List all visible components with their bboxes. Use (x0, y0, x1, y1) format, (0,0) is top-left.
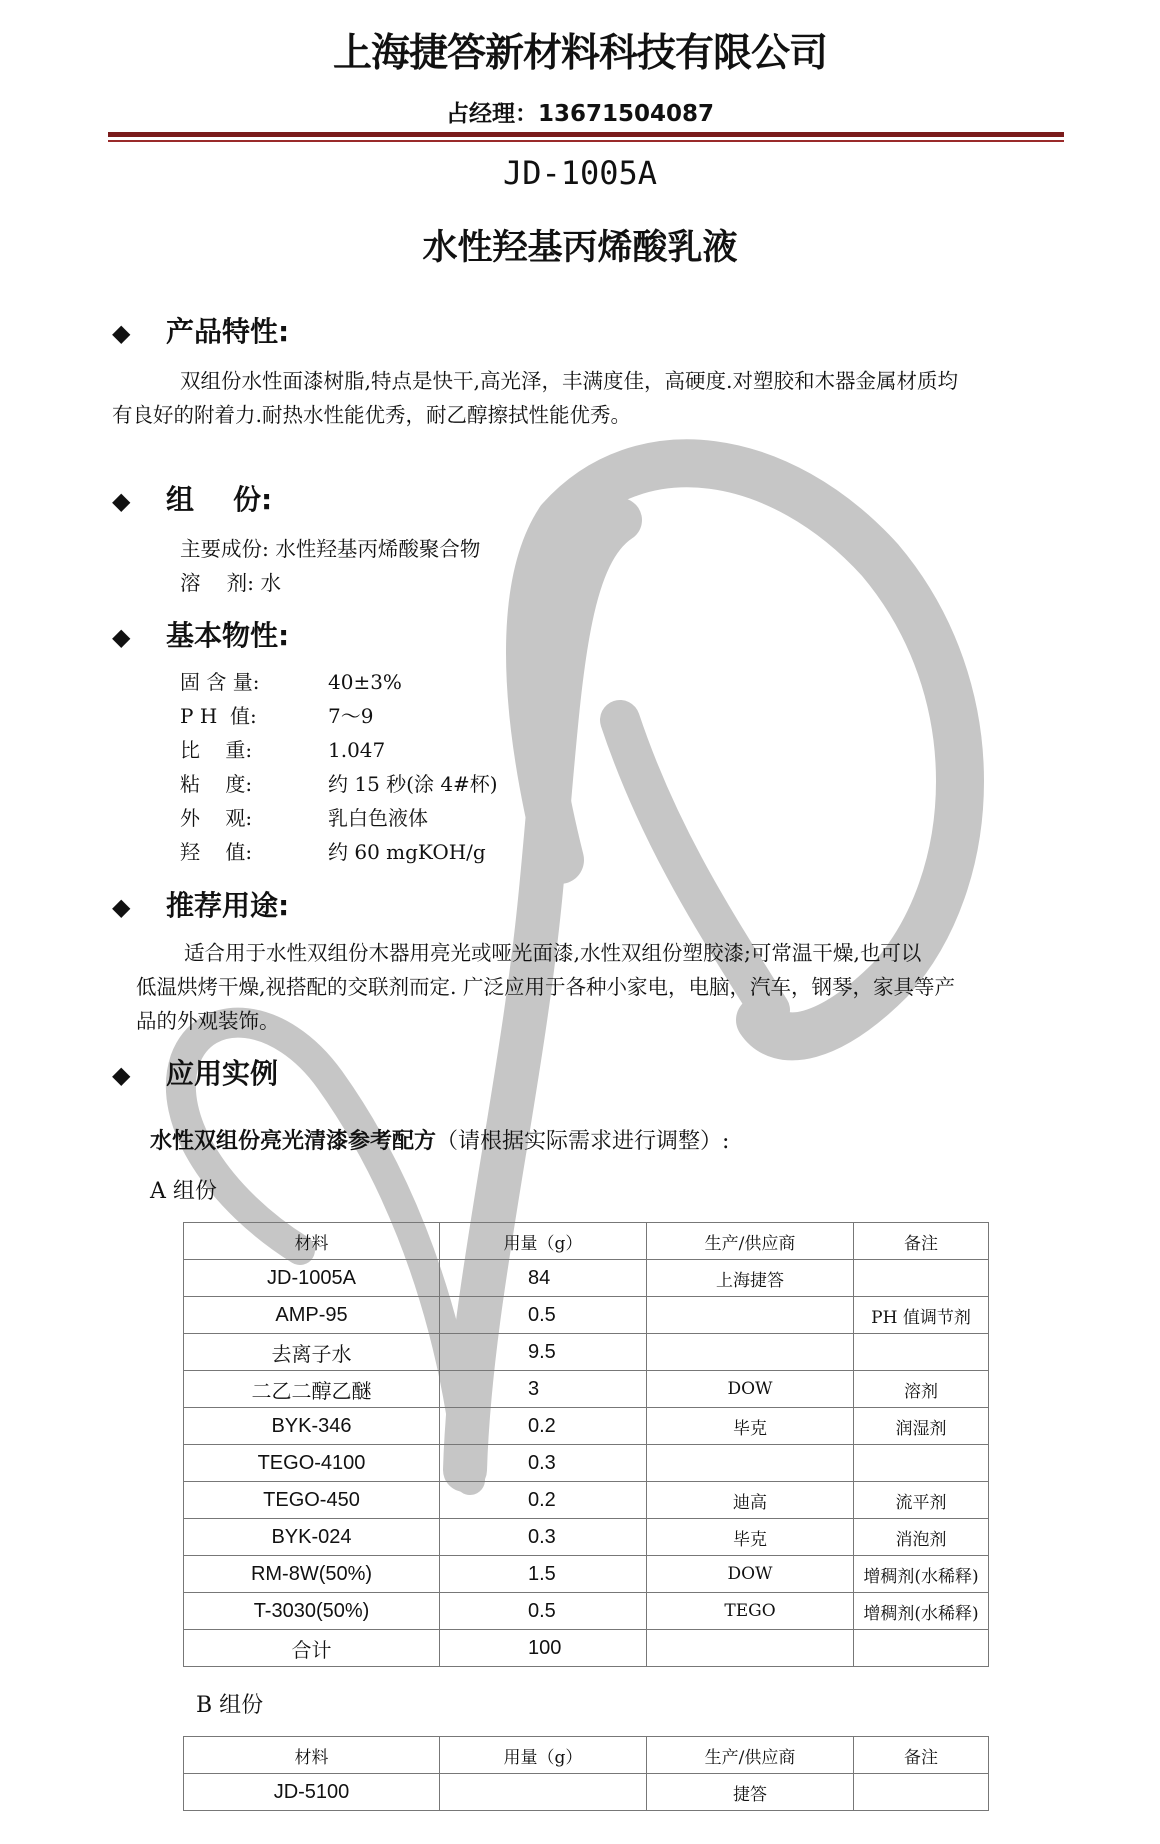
composition-line-1: 主要成份: 水性羟基丙烯酸聚合物 (180, 537, 481, 561)
supplier-cell: 毕克 (647, 1519, 854, 1556)
diamond-bullet-icon: ◆ (112, 1061, 131, 1089)
note-cell: 增稠剂(水稀释) (854, 1556, 989, 1593)
material-cell: JD-1005A (184, 1260, 440, 1297)
section-title: 应用实例 (166, 1057, 279, 1090)
part-a-table (183, 1222, 989, 1667)
formula-title-main: 水性双组份亮光清漆参考配方 (150, 1129, 437, 1154)
table-row (184, 1408, 989, 1445)
property-label: 固 含 量: (180, 670, 260, 694)
formula-title (150, 1124, 729, 1155)
table-row (184, 1297, 989, 1334)
section-title: 组 份: (166, 483, 273, 516)
diamond-bullet-icon: ◆ (112, 319, 131, 347)
property-label: 粘 度: (180, 772, 253, 796)
formula-title-note: （请根据实际需求进行调整）: (436, 1129, 730, 1154)
section-properties-heading (112, 614, 289, 654)
amount-cell: 0.5 (440, 1593, 647, 1630)
supplier-cell (647, 1297, 854, 1334)
property-row (180, 701, 373, 731)
header-cell: 生产/供应商 (647, 1737, 854, 1774)
material-cell: AMP-95 (184, 1297, 440, 1334)
amount-cell: 0.5 (440, 1297, 647, 1334)
note-cell (854, 1260, 989, 1297)
amount-cell: 0.2 (440, 1408, 647, 1445)
header-cell: 备注 (854, 1223, 989, 1260)
material-cell: JD-5100 (184, 1774, 440, 1811)
table-row (184, 1482, 989, 1519)
amount-cell: 100 (440, 1630, 647, 1667)
property-row (180, 803, 428, 833)
header-cell: 用量（g） (440, 1737, 647, 1774)
table-header-row (184, 1737, 989, 1774)
usage-line-1: 适合用于水性双组份木器用亮光或哑光面漆,水性双组份塑胶漆;可常温干燥,也可以 (184, 941, 922, 965)
supplier-cell: DOW (647, 1371, 854, 1408)
amount-cell: 0.2 (440, 1482, 647, 1519)
material-cell: TEGO-450 (184, 1482, 440, 1519)
note-cell: 增稠剂(水稀释) (854, 1593, 989, 1630)
property-value: 乳白色液体 (328, 806, 428, 830)
table-row (184, 1260, 989, 1297)
supplier-cell (647, 1445, 854, 1482)
table-row (184, 1593, 989, 1630)
table-row (184, 1334, 989, 1371)
contact-line: 占经理：13671504087 (445, 101, 715, 127)
material-cell: RM-8W(50%) (184, 1556, 440, 1593)
section-usage-heading (112, 884, 289, 924)
amount-cell: 1.5 (440, 1556, 647, 1593)
supplier-cell: TEGO (647, 1593, 854, 1630)
amount-cell: 9.5 (440, 1334, 647, 1371)
material-cell: TEGO-4100 (184, 1445, 440, 1482)
part-b-label: B 组份 (196, 1693, 264, 1718)
property-row (180, 769, 498, 799)
features-line-1: 双组份水性面漆树脂,特点是快干,高光泽，丰满度佳，高硬度.对塑胶和木器金属材质均 (180, 369, 959, 393)
supplier-cell: DOW (647, 1556, 854, 1593)
section-title: 基本物性: (166, 619, 290, 652)
supplier-cell: 上海捷答 (647, 1260, 854, 1297)
supplier-cell (647, 1630, 854, 1667)
table-row-total (184, 1630, 989, 1667)
note-cell (854, 1630, 989, 1667)
property-label: 外 观: (180, 806, 253, 830)
section-examples-heading (112, 1052, 278, 1092)
supplier-cell: 捷答 (647, 1774, 854, 1811)
table-row (184, 1774, 989, 1811)
property-value: 7～9 (328, 704, 374, 728)
material-cell: T-3030(50%) (184, 1593, 440, 1630)
property-label: 羟 值: (180, 840, 253, 864)
header-rule-thin (108, 140, 1064, 142)
property-row (180, 837, 486, 867)
amount-cell: 84 (440, 1260, 647, 1297)
note-cell (854, 1334, 989, 1371)
supplier-cell: 迪高 (647, 1482, 854, 1519)
table-header-row (184, 1223, 989, 1260)
header-cell: 用量（g） (440, 1223, 647, 1260)
amount-cell: 3 (440, 1371, 647, 1408)
section-title: 推荐用途: (166, 889, 290, 922)
header-cell: 材料 (184, 1223, 440, 1260)
product-code: JD-1005A (502, 154, 658, 192)
property-value: 约 15 秒(涂 4#杯) (328, 772, 498, 796)
note-cell: 流平剂 (854, 1482, 989, 1519)
composition-line-2: 溶 剂: 水 (180, 571, 281, 595)
diamond-bullet-icon: ◆ (112, 623, 131, 651)
property-value: 40±3% (328, 670, 402, 694)
amount-cell (440, 1774, 647, 1811)
note-cell: 消泡剂 (854, 1519, 989, 1556)
amount-cell: 0.3 (440, 1519, 647, 1556)
section-title: 产品特性: (166, 315, 290, 348)
note-cell (854, 1774, 989, 1811)
supplier-cell: 毕克 (647, 1408, 854, 1445)
property-label: 比 重: (180, 738, 253, 762)
note-cell: 溶剂 (854, 1371, 989, 1408)
diamond-bullet-icon: ◆ (112, 487, 131, 515)
property-value: 1.047 (328, 738, 386, 762)
material-cell: 二乙二醇乙醚 (184, 1371, 440, 1408)
header-cell: 生产/供应商 (647, 1223, 854, 1260)
section-composition-heading (112, 478, 272, 518)
section-features-heading (112, 310, 289, 350)
diamond-bullet-icon: ◆ (112, 893, 131, 921)
header-cell: 备注 (854, 1737, 989, 1774)
table-row (184, 1445, 989, 1482)
property-value: 约 60 mgKOH/g (328, 840, 486, 864)
product-name: 水性羟基丙烯酸乳液 (422, 228, 738, 268)
part-a-label: A 组份 (150, 1179, 217, 1204)
features-line-2: 有良好的附着力.耐热水性能优秀，耐乙醇擦拭性能优秀。 (112, 403, 632, 427)
part-b-table (183, 1736, 989, 1811)
usage-line-2: 低温烘烤干燥,视搭配的交联剂而定. 广泛应用于各种小家电，电脑，汽车，钢琴，家具等产 (136, 975, 956, 999)
table-row (184, 1519, 989, 1556)
material-cell: 去离子水 (184, 1334, 440, 1371)
supplier-cell (647, 1334, 854, 1371)
property-label: P H 值: (180, 704, 257, 728)
header-cell: 材料 (184, 1737, 440, 1774)
usage-line-3: 品的外观装饰。 (136, 1009, 280, 1033)
note-cell (854, 1445, 989, 1482)
company-name: 上海捷答新材料科技有限公司 (332, 31, 827, 76)
note-cell: PH 值调节剂 (854, 1297, 989, 1334)
property-row (180, 735, 385, 765)
table-row (184, 1556, 989, 1593)
note-cell: 润湿剂 (854, 1408, 989, 1445)
table-row (184, 1371, 989, 1408)
material-cell: BYK-024 (184, 1519, 440, 1556)
header-rule (108, 132, 1064, 137)
material-cell: BYK-346 (184, 1408, 440, 1445)
amount-cell: 0.3 (440, 1445, 647, 1482)
material-cell: 合计 (184, 1630, 440, 1667)
property-row (180, 667, 402, 697)
